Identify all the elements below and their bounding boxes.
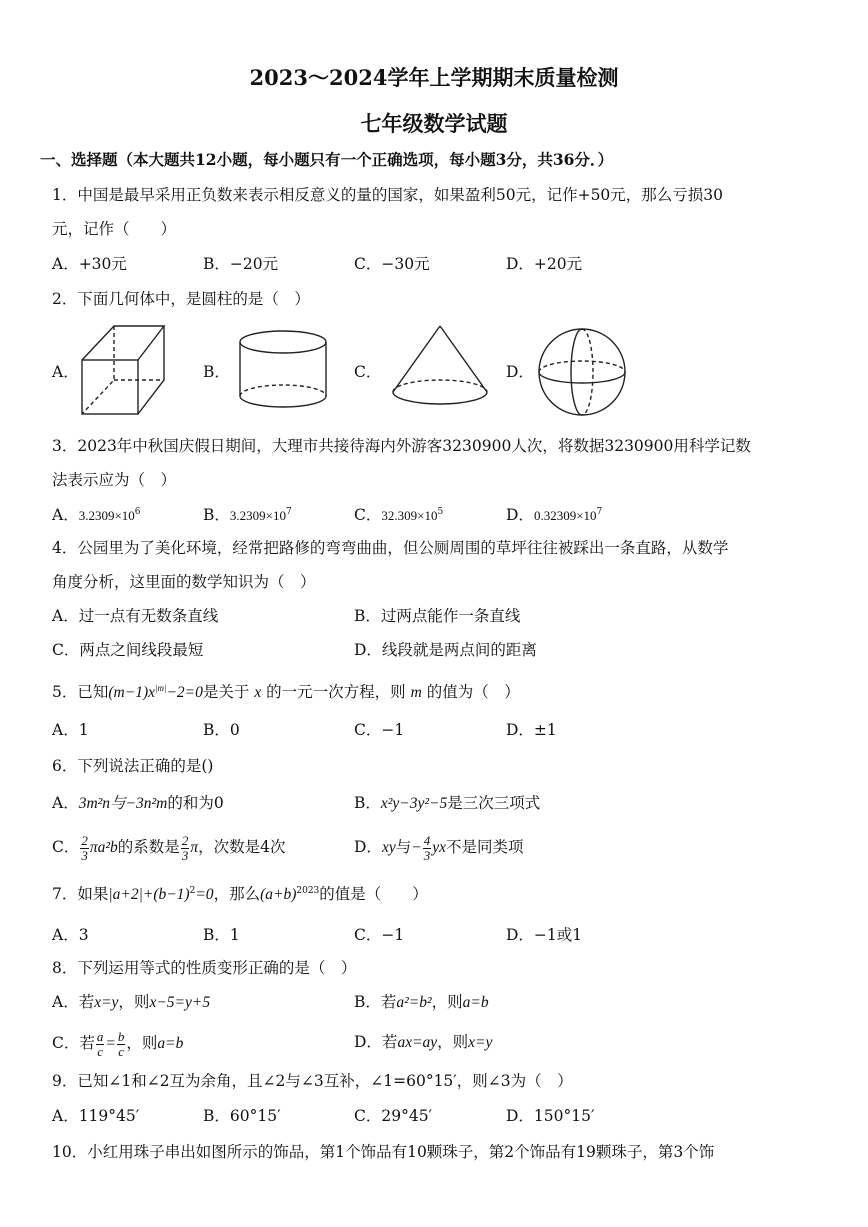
q7-option-d[interactable]: D．−1或1 bbox=[506, 926, 583, 944]
q7-option-c[interactable]: C．−1 bbox=[354, 926, 405, 944]
q6-option-b[interactable]: B．x²y−3y²−5是三次三项式 bbox=[354, 794, 541, 812]
q1-option-d[interactable]: D．+20元 bbox=[506, 255, 583, 273]
q3-option-b[interactable]: B．$3.2309\times 10^7$ bbox=[203, 506, 292, 524]
q3-option-c[interactable]: C．$32.309\times 10^5$ bbox=[354, 506, 444, 524]
q5-option-c[interactable]: C．−1 bbox=[354, 721, 405, 739]
q1-stem-line2: 元，记作（ ） bbox=[52, 220, 177, 238]
q1-option-c[interactable]: C．−30元 bbox=[354, 255, 430, 273]
q4-option-d[interactable]: D．线段就是两点间的距离 bbox=[354, 641, 537, 659]
q9-stem: 9．已知∠1和∠2互为余角，且∠2与∠3互补，∠1=60°15′，则∠3为（ ） bbox=[52, 1072, 573, 1090]
q5-option-b[interactable]: B．0 bbox=[203, 721, 240, 739]
q8-option-c[interactable]: C．若 $\frac{a}{c}$ = $\frac{b}{c}$ ，则a=b bbox=[52, 1028, 184, 1059]
section-heading: 一、选择题（本大题共12小题，每小题只有一个正确选项，每小题3分，共36分．） bbox=[40, 150, 614, 169]
q8-stem: 8．下列运用等式的性质变形正确的是（ ） bbox=[52, 959, 357, 977]
q4-option-b[interactable]: B．过两点能作一条直线 bbox=[354, 607, 521, 625]
cube-icon bbox=[78, 320, 168, 420]
q9-option-d[interactable]: D．150°15′ bbox=[506, 1107, 595, 1125]
q2-option-a[interactable]: A． bbox=[52, 363, 79, 381]
q8-option-d[interactable]: D．若ax=ay，则x=y bbox=[354, 1033, 493, 1051]
q8-option-b[interactable]: B．若a²=b²，则a=b bbox=[354, 993, 489, 1011]
q2-stem: 2．下面几何体中，是圆柱的是（ ） bbox=[52, 290, 310, 308]
q3-option-d[interactable]: D．$0.32309\times 10^7$ bbox=[506, 506, 603, 524]
q2-option-b[interactable]: B． bbox=[203, 363, 230, 381]
q6-stem: 6．下列说法正确的是() bbox=[52, 757, 214, 775]
q4-stem-line1: 4．公园里为了美化环境，经常把路修的弯弯曲曲，但公厕周围的草坪往往被踩出一条直路，从数学 bbox=[52, 539, 729, 557]
q9-option-c[interactable]: C．29°45′ bbox=[354, 1107, 433, 1125]
q6-option-c[interactable]: C． $\frac{2}{3}$ πa²b的系数是 $\frac{2}{3}$ π，次数是4次 bbox=[52, 832, 286, 863]
q7-option-b[interactable]: B．1 bbox=[203, 926, 240, 944]
q3-option-a[interactable]: A．$3.2309\times 10^6$ bbox=[52, 506, 141, 524]
q5-option-a[interactable]: A．1 bbox=[52, 721, 89, 739]
q7-option-a[interactable]: A．3 bbox=[52, 926, 89, 944]
q5-stem: 5．已知$(m-1)x^{|m|}-2=0$是关于 x 的一元一次方程，则 m 的值为（ ） bbox=[52, 683, 520, 701]
q8-option-a[interactable]: A．若x=y，则x−5=y+5 bbox=[52, 993, 211, 1011]
q6-option-d[interactable]: D．xy与− $\frac{4}{3}$ yx不是同类项 bbox=[354, 832, 524, 863]
q3-stem-line1: 3．2023年中秋国庆假日期间，大理市共接待海内外游客3230900人次，将数据3230900用科学记数 bbox=[52, 437, 751, 455]
sphere-icon bbox=[534, 326, 630, 418]
q1-option-b[interactable]: B．−20元 bbox=[203, 255, 279, 273]
exam-title: 2023～2024学年上学期期末质量检测 bbox=[249, 65, 619, 90]
q3-stem-line2: 法表示应为（ ） bbox=[52, 471, 177, 489]
q10-stem-line1: 10．小红用珠子串出如图所示的饰品，第1个饰品有10颗珠子，第2个饰品有19颗珠子，第3个饰 bbox=[52, 1143, 715, 1161]
exam-subtitle: 七年级数学试题 bbox=[360, 111, 508, 136]
q2-option-d[interactable]: D． bbox=[506, 363, 534, 381]
q1-stem-line1: 1．中国是最早采用正负数来表示相反意义的量的国家，如果盈利50元，记作+50元，那么亏损30 bbox=[52, 186, 724, 204]
q9-option-b[interactable]: B．60°15′ bbox=[203, 1107, 281, 1125]
q4-option-a[interactable]: A．过一点有无数条直线 bbox=[52, 607, 219, 625]
q1-option-a[interactable]: A．+30元 bbox=[52, 255, 127, 273]
q9-option-a[interactable]: A．119°45′ bbox=[52, 1107, 140, 1125]
cylinder-icon bbox=[236, 328, 330, 416]
q6-option-a[interactable]: A．3m²n与−3n²m的和为0 bbox=[52, 794, 224, 812]
cone-icon bbox=[388, 322, 492, 414]
q4-stem-line2: 角度分析，这里面的数学知识为（ ） bbox=[52, 573, 316, 591]
q2-option-c[interactable]: C． bbox=[354, 363, 382, 381]
q7-stem: 7．如果$|a+2|+(b-1)^2=0$，那么$(a+b)^{2023}$的值是（ ） bbox=[52, 885, 428, 903]
q5-option-d[interactable]: D．±1 bbox=[506, 721, 557, 739]
q4-option-c[interactable]: C．两点之间线段最短 bbox=[52, 641, 204, 659]
